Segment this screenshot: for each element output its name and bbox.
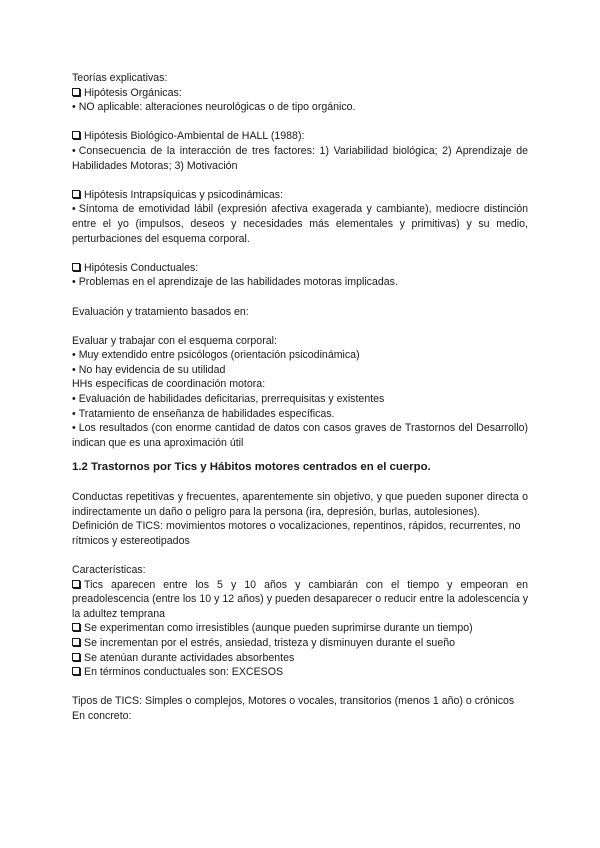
bullet-icon: •	[72, 349, 76, 362]
checkbox-icon	[72, 580, 80, 588]
characteristics-title: Características:	[72, 564, 146, 576]
bullet-icon: •	[72, 407, 76, 420]
list-item: Se incrementan por el estrés, ansiedad, tristeza y disminuyen durante el sueño	[72, 636, 528, 651]
hypothesis-hall-title: Hipótesis Biológico-Ambiental de HALL (1988):	[72, 129, 528, 144]
concrete-label: En concreto:	[72, 709, 132, 722]
hypothesis-intrapsychic-title: Hipótesis Intrapsíquicas y psicodinámicas:	[72, 188, 528, 203]
theories-title: Teorías explicativas:	[72, 72, 168, 84]
list-item: Tics aparecen entre los 5 y 10 años y cambiarán con el tiempo y empeoran en preadolescencia (entre los 10 y 12 años) y pueden desaparecer o reducir entre la adolescencia y la adultez temprana	[72, 578, 528, 620]
hypothesis-behavioral-item: • Problemas en el aprendizaje de las habilidades motoras implicadas.	[72, 276, 398, 289]
bullet-icon: •	[72, 203, 76, 216]
checkbox-icon	[72, 653, 80, 661]
hypothesis-hall-item: • Consecuencia de la interacción de tres factores: 1) Variabilidad biológica; 2) Aprendizaje de Habilidades Motoras; 3) Motivación	[72, 144, 528, 172]
bullet-icon: •	[72, 144, 76, 157]
list-item: • Los resultados (con enorme cantidad de datos con casos graves de Trastornos del Desarrollo) indican que es una aproximación útil	[72, 422, 528, 449]
hypothesis-organic-title: Hipótesis Orgánicas:	[72, 86, 528, 101]
section-paragraph: Conductas repetitivas y frecuentes, aparentemente sin objetivo, y que pueden suponer directa o indirectamente un daño o peligro para la persona (ira, depresión, burlas, autolesiones).	[72, 491, 528, 518]
checkbox-icon	[72, 623, 80, 631]
list-item: En términos conductuales son: EXCESOS	[72, 665, 528, 680]
checkbox-icon	[72, 88, 80, 96]
section-heading: 1.2 Trastornos por Tics y Hábitos motores centrados en el cuerpo.	[72, 461, 431, 474]
list-item: • Tratamiento de enseñanza de habilidades específicas.	[72, 407, 335, 420]
checkbox-icon	[72, 190, 80, 198]
tics-types: Tipos de TICS: Simples o complejos, Motores o vocales, transitorios (menos 1 año) o crónicos	[72, 695, 515, 708]
checkbox-icon	[72, 638, 80, 646]
list-item: Se experimentan como irresistibles (aunque pueden suprimirse durante un tiempo)	[72, 621, 528, 636]
bullet-icon: •	[72, 101, 76, 114]
list-item: • Evaluación de habilidades deficitarias, prerrequisitas y existentes	[72, 393, 385, 406]
hhs-title: HHs específicas de coordinación motora:	[72, 378, 266, 391]
checkbox-icon	[72, 667, 80, 675]
checkbox-icon	[72, 263, 80, 271]
bullet-icon: •	[72, 393, 76, 406]
list-item: • Muy extendido entre psicólogos (orientación psicodinámica)	[72, 349, 360, 362]
esquema-title: Evaluar y trabajar con el esquema corporal:	[72, 334, 277, 347]
hypothesis-intrapsychic-item: • Síntoma de emotividad lábil (expresión afectiva exagerada y cambiante), mediocre distinción entre el yo (impulsos, deseos y necesidades más elementales y primitivas) y su medio, perturbaciones del esquema corporal.	[72, 203, 528, 245]
bullet-icon: •	[72, 422, 76, 435]
hypothesis-behavioral-title: Hipótesis Conductuales:	[72, 261, 528, 276]
checkbox-icon	[72, 131, 80, 139]
tics-definition: Definición de TICS: movimientos motores o vocalizaciones, repentinos, rápidos, recurrentes, no rítmicos y estereotipados	[72, 520, 521, 547]
list-item: • No hay evidencia de su utilidad	[72, 363, 226, 376]
list-item: Se atenúan durante actividades absorbentes	[72, 651, 528, 666]
bullet-icon: •	[72, 276, 76, 289]
evaluation-title: Evaluación y tratamiento basados en:	[72, 305, 249, 318]
bullet-icon: •	[72, 363, 76, 376]
hypothesis-organic-item: • NO aplicable: alteraciones neurológicas o de tipo orgánico.	[72, 101, 356, 114]
